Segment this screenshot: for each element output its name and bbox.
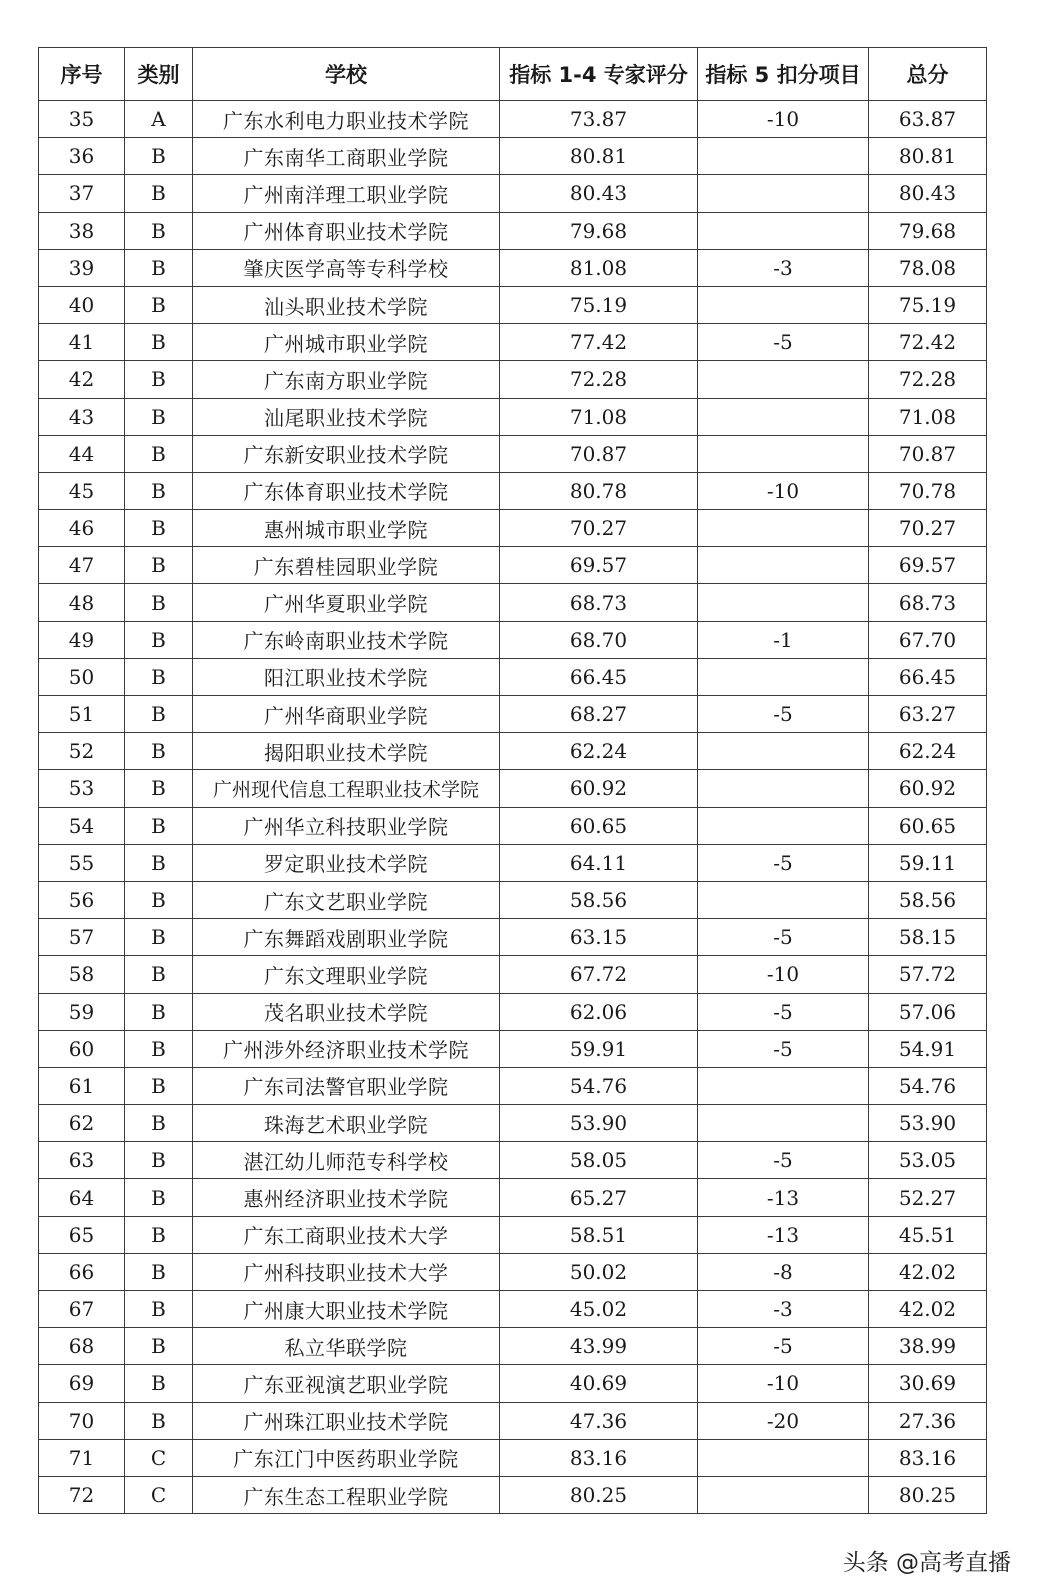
row-category: B (125, 1067, 193, 1104)
row-school: 广东舞蹈戏剧职业学院 (193, 919, 500, 956)
row-school: 揭阳职业技术学院 (193, 733, 500, 770)
row-deduction (698, 1476, 869, 1513)
row-school: 广州康大职业技术学院 (193, 1291, 500, 1328)
row-expert-score: 53.90 (500, 1105, 698, 1142)
row-school: 广东水利电力职业技术学院 (193, 101, 500, 138)
row-deduction: -3 (698, 1291, 869, 1328)
row-school: 肇庆医学高等专科学校 (193, 249, 500, 286)
row-deduction (698, 286, 869, 323)
header-category: 类别 (125, 48, 193, 101)
header-expert-score: 指标 1-4 专家评分 (500, 48, 698, 101)
row-expert-score: 68.73 (500, 584, 698, 621)
row-total: 38.99 (869, 1328, 987, 1365)
table-row (39, 658, 987, 695)
table-row (39, 1067, 987, 1104)
row-total: 69.57 (869, 547, 987, 584)
row-total: 53.90 (869, 1105, 987, 1142)
row-deduction (698, 1067, 869, 1104)
table-row (39, 1365, 987, 1402)
row-category: B (125, 286, 193, 323)
row-category: B (125, 249, 193, 286)
row-total: 70.27 (869, 510, 987, 547)
row-deduction: -5 (698, 993, 869, 1030)
row-number: 55 (39, 844, 125, 881)
row-school: 广东文理职业学院 (193, 956, 500, 993)
scores-table (38, 47, 987, 1514)
row-category: B (125, 807, 193, 844)
row-number: 53 (39, 770, 125, 807)
row-number: 57 (39, 919, 125, 956)
table-row (39, 1030, 987, 1067)
row-number: 40 (39, 286, 125, 323)
table-row (39, 472, 987, 509)
row-expert-score: 62.06 (500, 993, 698, 1030)
table-row (39, 993, 987, 1030)
row-category: B (125, 361, 193, 398)
row-total: 42.02 (869, 1291, 987, 1328)
row-expert-score: 77.42 (500, 324, 698, 361)
row-expert-score: 80.43 (500, 175, 698, 212)
row-expert-score: 47.36 (500, 1402, 698, 1439)
row-number: 49 (39, 621, 125, 658)
row-school: 惠州经济职业技术学院 (193, 1179, 500, 1216)
row-number: 35 (39, 101, 125, 138)
table-row (39, 175, 987, 212)
row-expert-score: 58.51 (500, 1216, 698, 1253)
row-expert-score: 75.19 (500, 286, 698, 323)
row-deduction: -10 (698, 472, 869, 509)
row-expert-score: 71.08 (500, 398, 698, 435)
row-expert-score: 40.69 (500, 1365, 698, 1402)
row-expert-score: 60.92 (500, 770, 698, 807)
header-school: 学校 (193, 48, 500, 101)
row-expert-score: 83.16 (500, 1439, 698, 1476)
row-category: B (125, 175, 193, 212)
row-category: B (125, 1105, 193, 1142)
row-category: B (125, 1291, 193, 1328)
row-number: 39 (39, 249, 125, 286)
row-category: B (125, 1328, 193, 1365)
row-school: 广州城市职业学院 (193, 324, 500, 361)
row-category: B (125, 138, 193, 175)
row-category: B (125, 435, 193, 472)
row-category: B (125, 472, 193, 509)
row-category: B (125, 881, 193, 918)
row-deduction: -5 (698, 844, 869, 881)
table-row (39, 1253, 987, 1290)
row-expert-score: 43.99 (500, 1328, 698, 1365)
row-category: A (125, 101, 193, 138)
row-number: 71 (39, 1439, 125, 1476)
row-number: 60 (39, 1030, 125, 1067)
row-total: 27.36 (869, 1402, 987, 1439)
row-total: 59.11 (869, 844, 987, 881)
row-expert-score: 50.02 (500, 1253, 698, 1290)
row-number: 42 (39, 361, 125, 398)
table-row (39, 1142, 987, 1179)
row-school: 汕尾职业技术学院 (193, 398, 500, 435)
row-total: 57.06 (869, 993, 987, 1030)
row-school: 广东新安职业技术学院 (193, 435, 500, 472)
row-number: 68 (39, 1328, 125, 1365)
row-deduction: -1 (698, 621, 869, 658)
row-deduction (698, 212, 869, 249)
row-category: B (125, 1142, 193, 1179)
table-row (39, 807, 987, 844)
row-school: 汕头职业技术学院 (193, 286, 500, 323)
row-total: 57.72 (869, 956, 987, 993)
row-expert-score: 73.87 (500, 101, 698, 138)
row-expert-score: 45.02 (500, 1291, 698, 1328)
row-expert-score: 67.72 (500, 956, 698, 993)
row-total: 70.87 (869, 435, 987, 472)
row-number: 70 (39, 1402, 125, 1439)
row-number: 44 (39, 435, 125, 472)
row-number: 48 (39, 584, 125, 621)
row-category: B (125, 1030, 193, 1067)
row-category: B (125, 584, 193, 621)
row-deduction: -5 (698, 1142, 869, 1179)
row-school: 广东亚视演艺职业学院 (193, 1365, 500, 1402)
row-category: C (125, 1476, 193, 1513)
row-school: 广东生态工程职业学院 (193, 1476, 500, 1513)
row-total: 83.16 (869, 1439, 987, 1476)
row-total: 67.70 (869, 621, 987, 658)
row-total: 53.05 (869, 1142, 987, 1179)
row-school: 广东司法警官职业学院 (193, 1067, 500, 1104)
row-category: B (125, 1365, 193, 1402)
row-category: B (125, 1402, 193, 1439)
row-deduction (698, 435, 869, 472)
table-row (39, 398, 987, 435)
row-total: 71.08 (869, 398, 987, 435)
row-deduction (698, 510, 869, 547)
row-total: 62.24 (869, 733, 987, 770)
row-category: B (125, 1179, 193, 1216)
row-deduction: -20 (698, 1402, 869, 1439)
table-row (39, 138, 987, 175)
row-deduction: -3 (698, 249, 869, 286)
row-expert-score: 54.76 (500, 1067, 698, 1104)
row-deduction: -5 (698, 324, 869, 361)
table-row (39, 510, 987, 547)
row-number: 50 (39, 658, 125, 695)
row-expert-score: 72.28 (500, 361, 698, 398)
row-category: B (125, 1253, 193, 1290)
row-number: 65 (39, 1216, 125, 1253)
row-school: 广州华立科技职业学院 (193, 807, 500, 844)
table-row (39, 249, 987, 286)
row-total: 58.15 (869, 919, 987, 956)
row-total: 80.25 (869, 1476, 987, 1513)
row-number: 64 (39, 1179, 125, 1216)
row-deduction: -5 (698, 919, 869, 956)
row-deduction: -10 (698, 101, 869, 138)
row-category: B (125, 547, 193, 584)
row-deduction (698, 175, 869, 212)
row-deduction (698, 658, 869, 695)
row-number: 46 (39, 510, 125, 547)
row-total: 80.43 (869, 175, 987, 212)
row-number: 38 (39, 212, 125, 249)
row-school: 广州体育职业技术学院 (193, 212, 500, 249)
table-row (39, 1476, 987, 1513)
row-school: 广东体育职业技术学院 (193, 472, 500, 509)
row-total: 75.19 (869, 286, 987, 323)
row-total: 58.56 (869, 881, 987, 918)
row-category: B (125, 212, 193, 249)
table-row (39, 1439, 987, 1476)
row-total: 60.92 (869, 770, 987, 807)
table-row (39, 1179, 987, 1216)
row-number: 67 (39, 1291, 125, 1328)
table-row (39, 1291, 987, 1328)
row-number: 43 (39, 398, 125, 435)
row-category: C (125, 1439, 193, 1476)
row-total: 70.78 (869, 472, 987, 509)
row-total: 54.76 (869, 1067, 987, 1104)
row-school: 广东碧桂园职业学院 (193, 547, 500, 584)
row-school: 广州南洋理工职业学院 (193, 175, 500, 212)
row-number: 61 (39, 1067, 125, 1104)
table-row (39, 101, 987, 138)
table-row (39, 844, 987, 881)
row-expert-score: 64.11 (500, 844, 698, 881)
row-number: 59 (39, 993, 125, 1030)
row-school: 广东岭南职业技术学院 (193, 621, 500, 658)
table-row (39, 1216, 987, 1253)
row-total: 45.51 (869, 1216, 987, 1253)
row-category: B (125, 696, 193, 733)
row-school: 广东南华工商职业学院 (193, 138, 500, 175)
row-deduction (698, 1105, 869, 1142)
row-school: 广州珠江职业技术学院 (193, 1402, 500, 1439)
row-category: B (125, 1216, 193, 1253)
row-total: 79.68 (869, 212, 987, 249)
row-expert-score: 58.05 (500, 1142, 698, 1179)
row-school: 广州华商职业学院 (193, 696, 500, 733)
row-school: 茂名职业技术学院 (193, 993, 500, 1030)
row-category: B (125, 993, 193, 1030)
row-deduction (698, 807, 869, 844)
row-number: 62 (39, 1105, 125, 1142)
row-total: 60.65 (869, 807, 987, 844)
table-row (39, 1402, 987, 1439)
row-category: B (125, 658, 193, 695)
row-school: 广州现代信息工程职业技术学院 (193, 770, 500, 807)
row-expert-score: 81.08 (500, 249, 698, 286)
table-row (39, 361, 987, 398)
row-number: 69 (39, 1365, 125, 1402)
row-number: 63 (39, 1142, 125, 1179)
row-deduction (698, 584, 869, 621)
row-total: 68.73 (869, 584, 987, 621)
row-category: B (125, 510, 193, 547)
table-row (39, 919, 987, 956)
row-number: 54 (39, 807, 125, 844)
row-number: 41 (39, 324, 125, 361)
row-expert-score: 68.27 (500, 696, 698, 733)
row-total: 72.42 (869, 324, 987, 361)
row-expert-score: 60.65 (500, 807, 698, 844)
row-number: 52 (39, 733, 125, 770)
table-row (39, 324, 987, 361)
row-deduction (698, 138, 869, 175)
row-category: B (125, 844, 193, 881)
row-school: 广东江门中医药职业学院 (193, 1439, 500, 1476)
row-deduction: -10 (698, 956, 869, 993)
header-total: 总分 (869, 48, 987, 101)
row-school: 广州涉外经济职业技术学院 (193, 1030, 500, 1067)
row-total: 80.81 (869, 138, 987, 175)
row-expert-score: 66.45 (500, 658, 698, 695)
table-row (39, 584, 987, 621)
header-no: 序号 (39, 48, 125, 101)
row-number: 47 (39, 547, 125, 584)
row-school: 惠州城市职业学院 (193, 510, 500, 547)
row-deduction (698, 361, 869, 398)
table-row (39, 956, 987, 993)
header-row (39, 48, 987, 101)
table-row (39, 696, 987, 733)
row-school: 私立华联学院 (193, 1328, 500, 1365)
row-deduction: -5 (698, 1328, 869, 1365)
row-deduction: -8 (698, 1253, 869, 1290)
row-total: 63.87 (869, 101, 987, 138)
table-row (39, 621, 987, 658)
row-school: 广州华夏职业学院 (193, 584, 500, 621)
row-expert-score: 80.81 (500, 138, 698, 175)
row-total: 54.91 (869, 1030, 987, 1067)
row-school: 广州科技职业技术大学 (193, 1253, 500, 1290)
row-category: B (125, 324, 193, 361)
row-school: 珠海艺术职业学院 (193, 1105, 500, 1142)
table-row (39, 212, 987, 249)
watermark: 头条 @高考直播 (842, 1550, 1011, 1576)
row-category: B (125, 770, 193, 807)
table-row (39, 286, 987, 323)
row-expert-score: 58.56 (500, 881, 698, 918)
row-number: 58 (39, 956, 125, 993)
row-total: 30.69 (869, 1365, 987, 1402)
row-category: B (125, 956, 193, 993)
row-total: 78.08 (869, 249, 987, 286)
header-deduction: 指标 5 扣分项目 (698, 48, 869, 101)
row-number: 72 (39, 1476, 125, 1513)
row-total: 63.27 (869, 696, 987, 733)
table-row (39, 733, 987, 770)
row-number: 37 (39, 175, 125, 212)
row-deduction (698, 881, 869, 918)
row-deduction: -13 (698, 1179, 869, 1216)
table-row (39, 435, 987, 472)
row-deduction: -10 (698, 1365, 869, 1402)
row-deduction (698, 1439, 869, 1476)
table-row (39, 1105, 987, 1142)
row-expert-score: 70.27 (500, 510, 698, 547)
row-number: 36 (39, 138, 125, 175)
row-deduction (698, 733, 869, 770)
row-school: 湛江幼儿师范专科学校 (193, 1142, 500, 1179)
row-deduction: -5 (698, 1030, 869, 1067)
row-expert-score: 65.27 (500, 1179, 698, 1216)
row-school: 罗定职业技术学院 (193, 844, 500, 881)
row-expert-score: 79.68 (500, 212, 698, 249)
row-total: 72.28 (869, 361, 987, 398)
row-expert-score: 63.15 (500, 919, 698, 956)
row-deduction (698, 770, 869, 807)
row-deduction (698, 547, 869, 584)
row-number: 45 (39, 472, 125, 509)
row-number: 66 (39, 1253, 125, 1290)
row-total: 52.27 (869, 1179, 987, 1216)
row-number: 51 (39, 696, 125, 733)
row-school: 阳江职业技术学院 (193, 658, 500, 695)
row-expert-score: 59.91 (500, 1030, 698, 1067)
row-expert-score: 68.70 (500, 621, 698, 658)
table-row (39, 547, 987, 584)
row-expert-score: 70.87 (500, 435, 698, 472)
table-row (39, 770, 987, 807)
row-expert-score: 80.78 (500, 472, 698, 509)
row-category: B (125, 919, 193, 956)
row-expert-score: 69.57 (500, 547, 698, 584)
row-deduction: -13 (698, 1216, 869, 1253)
table-row (39, 1328, 987, 1365)
row-deduction (698, 398, 869, 435)
row-category: B (125, 398, 193, 435)
row-number: 56 (39, 881, 125, 918)
row-school: 广东南方职业学院 (193, 361, 500, 398)
row-school: 广东工商职业技术大学 (193, 1216, 500, 1253)
row-expert-score: 62.24 (500, 733, 698, 770)
table-row (39, 881, 987, 918)
table-body (39, 101, 987, 1514)
row-deduction: -5 (698, 696, 869, 733)
row-total: 66.45 (869, 658, 987, 695)
row-school: 广东文艺职业学院 (193, 881, 500, 918)
row-category: B (125, 733, 193, 770)
row-category: B (125, 621, 193, 658)
row-total: 42.02 (869, 1253, 987, 1290)
row-expert-score: 80.25 (500, 1476, 698, 1513)
